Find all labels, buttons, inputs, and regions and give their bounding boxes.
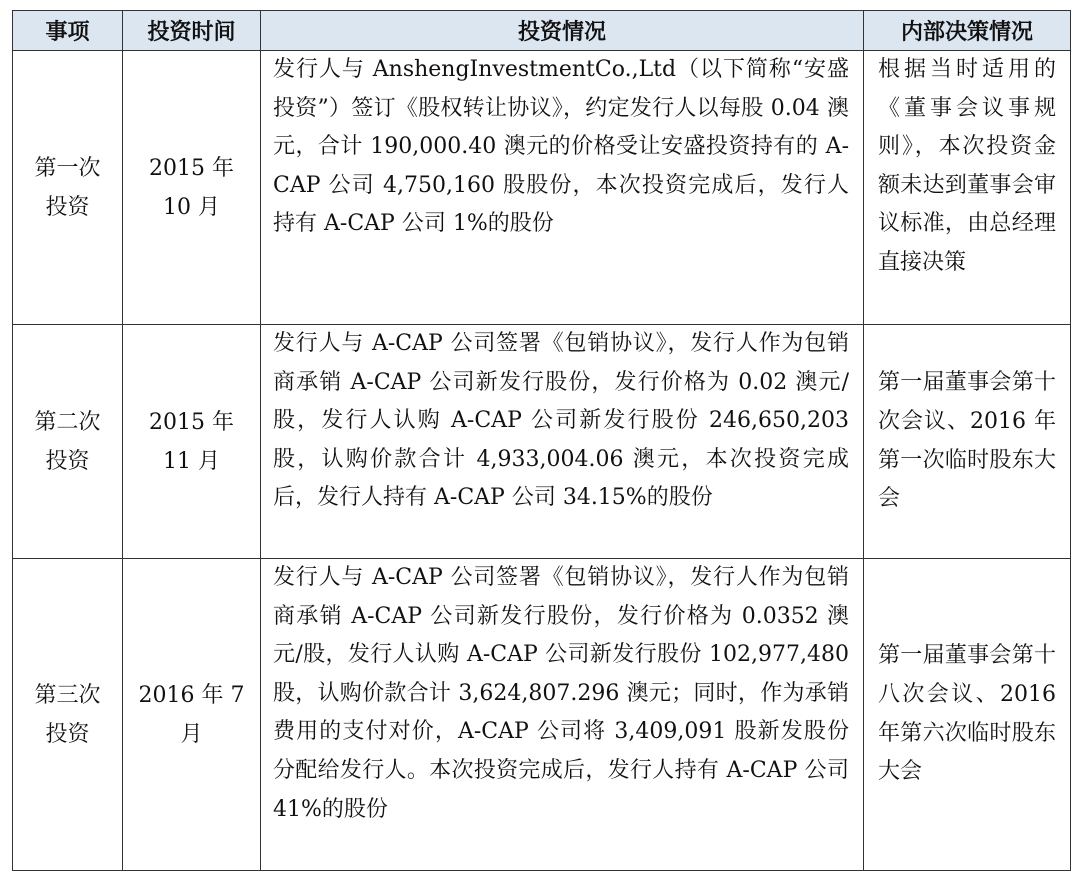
- time-text: 2016 年 7 月: [138, 682, 245, 747]
- header-detail: 投资情况: [261, 11, 864, 51]
- header-item: 事项: [13, 11, 123, 51]
- cell-decision: 第一届董事会第十次会议、2016 年第一次临时股东大会: [864, 325, 1071, 559]
- cell-item: [13, 51, 123, 325]
- table-row: [13, 559, 1071, 871]
- time-text: 2015 年 11 月: [149, 409, 234, 474]
- cell-detail: 发行人与 A-CAP 公司签署《包销协议》，发行人作为包销商承销 A-CAP 公司新发行股份，发行价格为 0.02 澳元/股，发行人认购 A-CAP 公司新发行股份 246,650,203 股，认购价款合计 4,933,004.06 澳元，本次投资完成后，发行人持有 A-CAP 公司 34.15%的股份: [261, 325, 864, 559]
- time-text: 2015 年 10 月: [149, 155, 234, 220]
- table-row: [13, 51, 1071, 325]
- item-text: 第一次投资: [34, 155, 101, 220]
- table-row: [13, 325, 1071, 559]
- cell-item: [13, 559, 123, 871]
- cell-detail: 发行人与 AnshengInvestmentCo.,Ltd（以下简称“安盛投资”）签订《股权转让协议》，约定发行人以每股 0.04 澳元，合计 190,000.40 澳元的价格受让安盛投资持有的 A-CAP 公司 4,750,160 股股份，本次投资完成后，发行人持有 A-CAP 公司 1%的股份: [261, 51, 864, 325]
- header-row: [13, 11, 1071, 51]
- header-decision: 内部决策情况: [864, 11, 1071, 51]
- cell-time: [123, 325, 261, 559]
- item-text: 第二次投资: [34, 409, 101, 474]
- item-text: 第三次投资: [34, 682, 101, 747]
- cell-time: [123, 51, 261, 325]
- cell-decision: 第一届董事会第十八次会议、2016 年第六次临时股东大会: [864, 559, 1071, 871]
- cell-time: [123, 559, 261, 871]
- cell-item: [13, 325, 123, 559]
- investment-table: [12, 10, 1071, 871]
- cell-decision: 根据当时适用的《董事会议事规则》，本次投资金额未达到董事会审议标准，由总经理直接决策: [864, 51, 1071, 325]
- header-time: 投资时间: [123, 11, 261, 51]
- cell-detail: 发行人与 A-CAP 公司签署《包销协议》，发行人作为包销商承销 A-CAP 公司新发行股份，发行价格为 0.0352 澳元/股，发行人认购 A-CAP 公司新发行股份 102,977,480 股，认购价款合计 3,624,807.296 澳元；同时，作为承销费用的支付对价，A-CAP 公司将 3,409,091 股新发股份分配给发行人。本次投资完成后，发行人持有 A-CAP 公司 41%的股份: [261, 559, 864, 871]
